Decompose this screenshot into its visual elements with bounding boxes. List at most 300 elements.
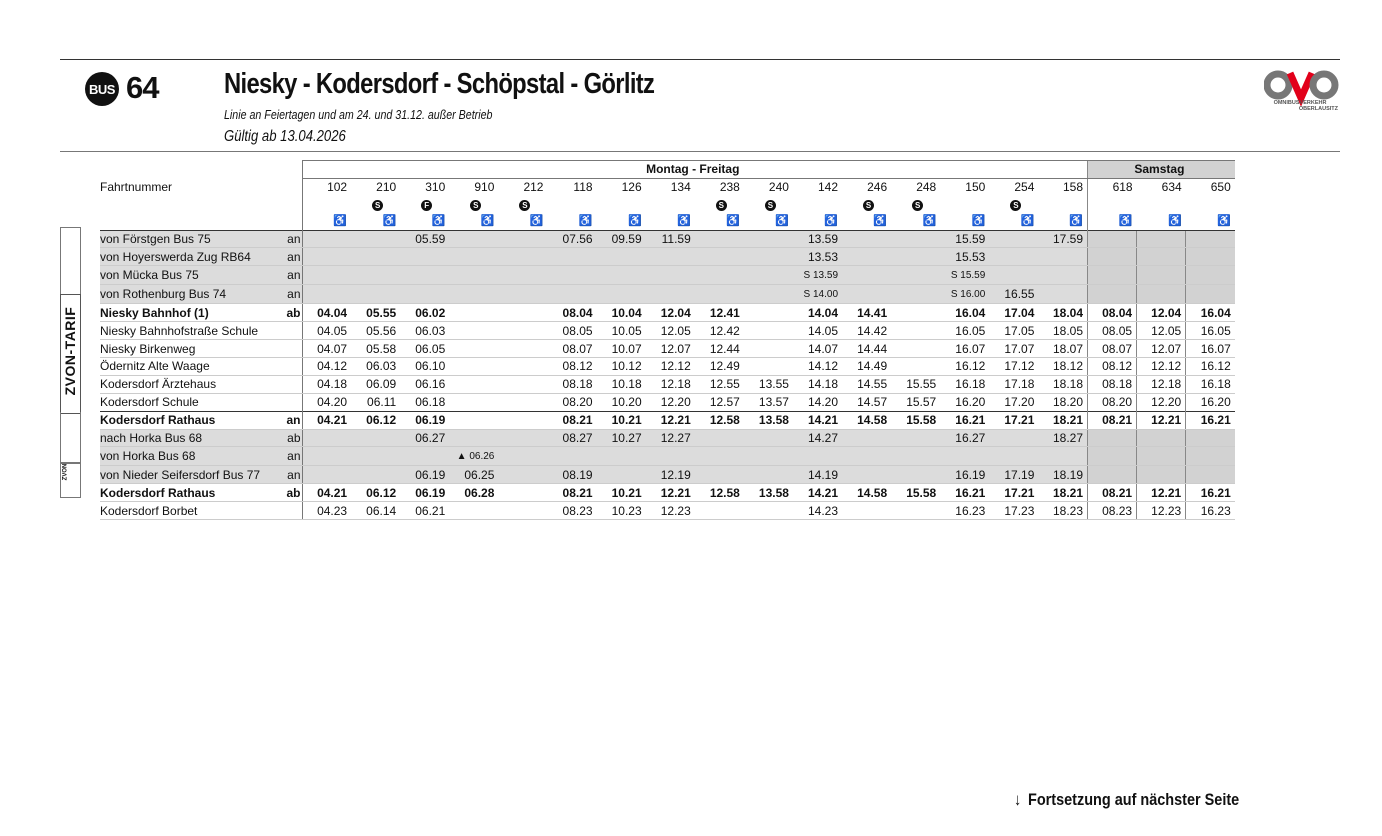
departure-time	[1186, 466, 1235, 484]
time-value: 12.42	[709, 323, 740, 338]
time-value: 15.58	[906, 413, 937, 428]
table-row	[100, 340, 1235, 358]
departure-time	[449, 358, 498, 376]
departure-time	[744, 304, 793, 322]
stop-mode: ab	[276, 429, 302, 447]
departure-time	[597, 447, 646, 466]
departure-time	[597, 393, 646, 411]
departure-time	[695, 358, 744, 376]
wheelchair-row	[100, 213, 1235, 230]
time-value: 06.14	[366, 503, 397, 518]
time-value: 14.05	[808, 323, 839, 338]
departure-time	[695, 248, 744, 266]
departure-time	[1088, 466, 1137, 484]
departure-time	[351, 358, 400, 376]
departure-time	[597, 285, 646, 304]
departure-time	[1137, 393, 1186, 411]
stop-name: Ödernitz Alte Waage	[100, 358, 276, 376]
wheelchair-icon: ♿	[431, 215, 446, 228]
time-value: 06.05	[415, 341, 446, 356]
departure-time	[547, 502, 596, 520]
time-value: 05.59	[415, 232, 446, 246]
departure-time	[744, 447, 793, 466]
time-value: 13.58	[758, 485, 789, 500]
time-value: 16.19	[955, 467, 986, 482]
departure-time	[597, 358, 646, 376]
departure-time	[1038, 358, 1087, 376]
departure-time	[400, 340, 449, 358]
departure-time	[695, 393, 744, 411]
time-value: 16.23	[955, 503, 986, 518]
departure-time	[449, 411, 498, 429]
trip-number: 248	[916, 180, 937, 195]
time-value: 11.59	[661, 232, 691, 246]
departure-time	[547, 393, 596, 411]
wheelchair-icon: ♿	[627, 215, 642, 228]
departure-time	[1038, 393, 1087, 411]
time-value: 12.57	[709, 395, 740, 410]
departure-time	[842, 340, 891, 358]
departure-time	[793, 502, 842, 520]
wheelchair-icon: ♿	[1069, 215, 1083, 228]
time-value: 16.21	[1200, 485, 1231, 500]
departure-time	[547, 340, 596, 358]
time-value: 08.04	[1102, 305, 1133, 320]
time-value: 12.12	[1151, 359, 1182, 374]
trip-number: 158	[1062, 180, 1083, 195]
departure-time	[400, 393, 449, 411]
departure-time	[989, 429, 1038, 447]
time-value: 18.27	[1052, 431, 1083, 446]
departure-time	[1088, 340, 1137, 358]
time-value: 12.55	[709, 377, 740, 392]
departure-time	[891, 304, 940, 322]
departure-time	[1137, 411, 1186, 429]
time-value: 10.27	[611, 431, 642, 446]
departure-time	[1088, 411, 1137, 429]
departure-time	[1088, 484, 1137, 502]
logo-sub-line1: OMNIBUSVERKEHR	[1273, 100, 1327, 106]
departure-time	[646, 322, 695, 340]
departure-time	[793, 411, 842, 429]
time-value: 14.55	[857, 377, 888, 392]
departure-time	[940, 322, 989, 340]
departure-time	[400, 447, 449, 466]
departure-time	[547, 230, 596, 248]
departure-time	[302, 304, 351, 322]
time-value: 13.57	[758, 395, 789, 410]
zone-label-zvon: ZVON	[62, 463, 69, 481]
departure-time	[498, 484, 547, 502]
stop-name: Niesky Bahnhofstraße Schule	[100, 322, 276, 340]
departure-time	[842, 375, 891, 393]
time-value: 12.18	[1151, 377, 1182, 392]
time-value: 04.05	[317, 323, 348, 338]
time-value: 16.20	[955, 395, 986, 410]
time-value: 06.10	[415, 359, 446, 374]
departure-time	[449, 266, 498, 285]
time-value: 08.18	[562, 377, 593, 392]
departure-time	[842, 248, 891, 266]
time-value: 17.18	[1004, 377, 1035, 392]
note-cell	[646, 196, 695, 213]
time-value: 18.18	[1052, 377, 1083, 392]
time-value: 12.07	[660, 341, 691, 356]
time-value: ▲ 06.26	[456, 451, 495, 463]
time-value: 16.55	[1004, 287, 1035, 302]
wheelchair-icon: ♿	[1020, 215, 1035, 228]
stop-mode	[276, 358, 302, 376]
subtitle: Linie an Feiertagen und am 24. und 31.12. außer Betrieb	[224, 107, 493, 122]
time-value: 12.04	[1151, 305, 1182, 320]
time-value: 06.16	[415, 377, 446, 392]
trip-number: 240	[768, 180, 789, 195]
header-rule	[60, 151, 1340, 152]
time-value: 12.21	[660, 413, 691, 428]
time-value: 17.23	[1004, 503, 1035, 518]
departure-time	[646, 393, 695, 411]
wheelchair-icon: ♿	[382, 215, 397, 228]
departure-time	[793, 358, 842, 376]
departure-time	[1186, 304, 1235, 322]
departure-time	[646, 411, 695, 429]
departure-time	[1186, 322, 1235, 340]
departure-time	[989, 322, 1038, 340]
departure-time	[842, 466, 891, 484]
wheelchair-icon: ♿	[1217, 215, 1231, 228]
departure-time	[302, 266, 351, 285]
departure-time	[646, 429, 695, 447]
departure-time	[1088, 266, 1137, 285]
departure-time	[547, 304, 596, 322]
time-value: 14.41	[857, 305, 888, 320]
zone-box-zvon-tarif	[60, 294, 81, 414]
departure-time	[940, 230, 989, 248]
departure-time	[891, 393, 940, 411]
zone-box-zvon	[60, 462, 81, 498]
stop-mode	[276, 322, 302, 340]
departure-time	[940, 393, 989, 411]
departure-time	[547, 358, 596, 376]
departure-time	[597, 266, 646, 285]
time-value: 16.12	[1200, 359, 1231, 374]
departure-time	[891, 248, 940, 266]
time-value: 10.12	[611, 359, 642, 374]
departure-time	[989, 340, 1038, 358]
departure-time	[744, 358, 793, 376]
stop-name: von Förstgen Bus 75	[100, 230, 276, 248]
departure-time	[1186, 393, 1235, 411]
departure-time	[1137, 266, 1186, 285]
departure-time	[989, 358, 1038, 376]
departure-time	[940, 502, 989, 520]
time-value: 12.12	[660, 359, 691, 374]
time-value: 14.58	[857, 413, 888, 428]
departure-time	[1088, 285, 1137, 304]
departure-time	[498, 466, 547, 484]
note-cell	[1038, 196, 1087, 213]
day-group-weekdays: Montag - Freitag	[302, 161, 1088, 179]
departure-time	[547, 466, 596, 484]
note-cell	[1137, 196, 1186, 213]
departure-time	[351, 248, 400, 266]
departure-time	[1137, 466, 1186, 484]
note-badge-icon: S	[1010, 200, 1021, 211]
departure-time	[940, 304, 989, 322]
time-value: 06.09	[366, 377, 397, 392]
departure-time	[449, 340, 498, 358]
departure-time	[547, 266, 596, 285]
departure-time	[793, 230, 842, 248]
time-value: 05.56	[366, 323, 397, 338]
departure-time	[1186, 447, 1235, 466]
departure-time	[351, 322, 400, 340]
departure-time	[597, 484, 646, 502]
time-value: 12.23	[1151, 503, 1182, 518]
note-cell	[891, 196, 940, 213]
time-value: 17.21	[1004, 413, 1035, 428]
departure-time	[1186, 266, 1235, 285]
departure-time	[1186, 429, 1235, 447]
time-value: 16.21	[1200, 413, 1231, 428]
departure-time	[597, 340, 646, 358]
departure-time	[891, 285, 940, 304]
departure-time	[891, 411, 940, 429]
departure-time	[989, 375, 1038, 393]
trip-number: 910	[474, 180, 495, 195]
departure-time	[842, 447, 891, 466]
departure-time	[744, 340, 793, 358]
departure-time	[498, 393, 547, 411]
trip-number: 212	[523, 180, 544, 195]
departure-time	[744, 429, 793, 447]
note-cell	[449, 196, 498, 213]
departure-time	[1038, 466, 1087, 484]
time-value: 16.12	[955, 359, 986, 374]
departure-time	[646, 304, 695, 322]
departure-time	[891, 358, 940, 376]
departure-time	[793, 393, 842, 411]
departure-time	[1137, 429, 1186, 447]
notes-row	[100, 196, 1235, 213]
departure-time	[1088, 304, 1137, 322]
note-cell	[793, 196, 842, 213]
departure-time	[940, 447, 989, 466]
table-row	[100, 266, 1235, 285]
departure-time	[449, 375, 498, 393]
logo-subtitle	[1262, 100, 1338, 112]
departure-time	[1137, 248, 1186, 266]
departure-time	[449, 484, 498, 502]
time-value: 14.18	[808, 377, 839, 392]
time-value: 16.05	[1200, 323, 1231, 338]
departure-time	[940, 248, 989, 266]
departure-time	[597, 502, 646, 520]
departure-time	[547, 322, 596, 340]
departure-time	[989, 447, 1038, 466]
departure-time	[646, 230, 695, 248]
departure-time	[891, 266, 940, 285]
departure-time	[1038, 285, 1087, 304]
departure-time	[1137, 358, 1186, 376]
departure-time	[1137, 484, 1186, 502]
departure-time	[1186, 358, 1235, 376]
wheelchair-icon: ♿	[971, 215, 986, 228]
time-value: 06.12	[366, 413, 397, 428]
departure-time	[351, 466, 400, 484]
time-value: 06.19	[415, 485, 446, 500]
departure-time	[842, 322, 891, 340]
zone-box-middle	[60, 412, 81, 464]
departure-time	[449, 429, 498, 447]
note-cell	[940, 196, 989, 213]
departure-time	[940, 429, 989, 447]
departure-time	[695, 285, 744, 304]
departure-time	[351, 502, 400, 520]
note-badge-icon: S	[863, 200, 874, 211]
time-value: 10.21	[611, 485, 642, 500]
departure-time	[793, 447, 842, 466]
departure-time	[1137, 304, 1186, 322]
stop-mode	[276, 340, 302, 358]
departure-time	[351, 230, 400, 248]
departure-time	[597, 230, 646, 248]
departure-time	[744, 375, 793, 393]
time-value: 16.04	[1200, 305, 1231, 320]
time-value: 08.21	[562, 485, 593, 500]
departure-time	[1088, 502, 1137, 520]
departure-time	[498, 447, 547, 466]
time-value: 10.21	[611, 413, 642, 428]
time-value: 08.05	[1102, 323, 1133, 338]
time-value: 18.21	[1052, 485, 1083, 500]
departure-time	[498, 248, 547, 266]
departure-time	[302, 230, 351, 248]
time-value: 12.21	[1151, 413, 1182, 428]
departure-time	[1137, 447, 1186, 466]
note-cell	[400, 196, 449, 213]
time-value: 04.23	[317, 503, 348, 518]
departure-time	[695, 375, 744, 393]
stop-mode	[276, 502, 302, 520]
departure-time	[646, 358, 695, 376]
time-value: 12.20	[660, 395, 691, 410]
empty-cell	[276, 213, 302, 230]
time-value: 06.21	[415, 503, 446, 518]
time-value: 12.23	[660, 503, 691, 518]
time-value: 16.04	[955, 305, 986, 320]
departure-time	[989, 230, 1038, 248]
time-value: 12.20	[1151, 395, 1182, 410]
time-value: 06.28	[464, 485, 495, 500]
departure-time	[498, 502, 547, 520]
departure-time	[449, 230, 498, 248]
time-value: 08.18	[1102, 377, 1133, 392]
departure-time	[547, 285, 596, 304]
departure-time	[793, 322, 842, 340]
departure-time	[744, 466, 793, 484]
departure-time	[547, 429, 596, 447]
departure-time	[400, 304, 449, 322]
departure-time	[646, 285, 695, 304]
page-title: Niesky - Kodersdorf - Schöpstal - Görlitz	[224, 68, 655, 100]
departure-time	[597, 429, 646, 447]
departure-time	[302, 340, 351, 358]
departure-time	[351, 266, 400, 285]
time-value: 18.21	[1052, 413, 1083, 428]
departure-time	[498, 266, 547, 285]
departure-time	[449, 447, 498, 466]
departure-time	[646, 466, 695, 484]
time-value: 04.21	[317, 485, 348, 500]
departure-time	[1088, 393, 1137, 411]
time-value: 08.21	[1102, 485, 1133, 500]
departure-time	[695, 266, 744, 285]
time-value: 04.21	[317, 413, 348, 428]
departure-time	[1038, 266, 1087, 285]
departure-time	[891, 375, 940, 393]
time-value: 06.19	[415, 413, 446, 428]
table-row	[100, 322, 1235, 340]
time-value: 08.20	[562, 395, 593, 410]
departure-time	[1038, 322, 1087, 340]
top-rule	[60, 59, 1340, 60]
trip-number: 210	[376, 180, 397, 195]
table-row	[100, 393, 1235, 411]
time-value: 08.12	[562, 359, 593, 374]
stop-name: nach Horka Bus 68	[100, 429, 276, 447]
note-badge-icon: F	[421, 200, 432, 211]
note-cell	[1186, 196, 1235, 213]
time-value: 10.18	[611, 377, 642, 392]
departure-time	[302, 411, 351, 429]
note-badge-icon: S	[716, 200, 727, 211]
time-value: 08.21	[562, 413, 593, 428]
time-value: 05.58	[366, 341, 397, 356]
table-row	[100, 429, 1235, 447]
departure-time	[940, 285, 989, 304]
departure-time	[744, 502, 793, 520]
note-cell	[302, 196, 351, 213]
departure-time	[793, 429, 842, 447]
departure-time	[302, 285, 351, 304]
departure-time	[597, 248, 646, 266]
time-value: 12.21	[660, 485, 691, 500]
departure-time	[302, 393, 351, 411]
departure-time	[940, 266, 989, 285]
departure-time	[597, 411, 646, 429]
departure-time	[1088, 230, 1137, 248]
stop-mode: an	[276, 466, 302, 484]
validity-date: Gültig ab 13.04.2026	[224, 128, 346, 145]
time-value: 04.07	[317, 341, 348, 356]
trip-number: 150	[965, 180, 986, 195]
time-value: 08.07	[1102, 341, 1133, 356]
trip-number: 310	[425, 180, 446, 195]
time-value: 14.42	[857, 323, 888, 338]
departure-time	[498, 285, 547, 304]
continue-text: Fortsetzung auf nächster Seite	[1028, 790, 1240, 809]
stop-mode	[276, 375, 302, 393]
note-badge-icon: S	[519, 200, 530, 211]
time-value: 18.04	[1052, 305, 1083, 320]
departure-time	[302, 484, 351, 502]
time-value: 10.23	[611, 503, 642, 518]
note-cell	[744, 196, 793, 213]
departure-time	[695, 502, 744, 520]
line-number: 64	[126, 70, 159, 105]
time-value: 18.20	[1052, 395, 1083, 410]
